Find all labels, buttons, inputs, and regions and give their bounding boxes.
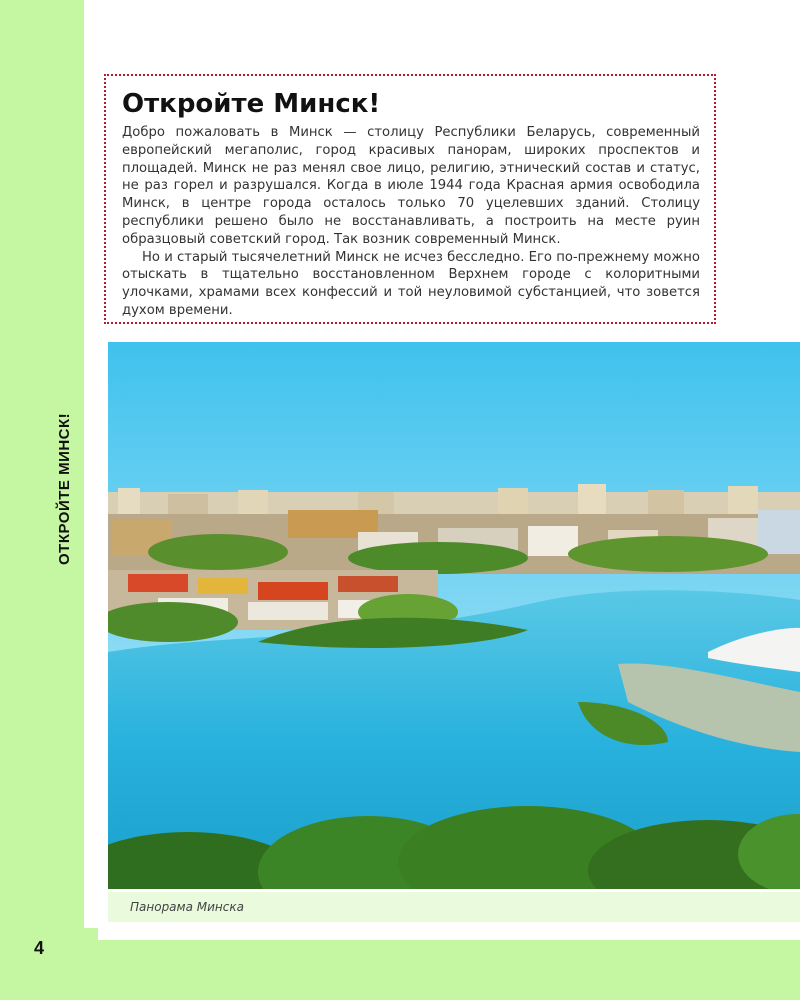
intro-paragraph: Но и старый тысячелетний Минск не исчез бесследно. Его по-прежнему можно отыскать в тщательно восстановленном Верхнем городе с колоритными улочками, храмами всех конфессий и той неуловимой субстанцией, что зовется духом времени. [122,249,700,318]
panorama-illustration [108,342,800,889]
intro-paragraph: Добро пожаловать в Минск — столицу Республики Беларусь, современный европейский мегаполис, город красивых панорам, широких проспектов и площадей. Минск не раз менял свое лицо, религию, этнический состав и статус, не раз горел и разрушался. Когда в июле 1944 года Красная армия освободила Минск, в центре города осталось только 70 уцелевших зданий. Столицу республики решено было не восстанавливать, а построить на месте руин образцовый советский город. Так возник современный Минск. [122,125,700,247]
intro-box [104,74,716,324]
intro-title: Откройте Минск! [122,89,381,119]
bottom-band [98,940,800,1000]
caption-bar [108,892,800,922]
page-tab [0,928,98,1000]
minsk-panorama-photo [108,342,800,889]
photo-caption: Панорама Минска [130,900,244,914]
side-section-title: ОТКРОЙТЕ МИНСК! [56,412,73,565]
intro-text [122,124,700,320]
page-number: 4 [34,938,45,958]
